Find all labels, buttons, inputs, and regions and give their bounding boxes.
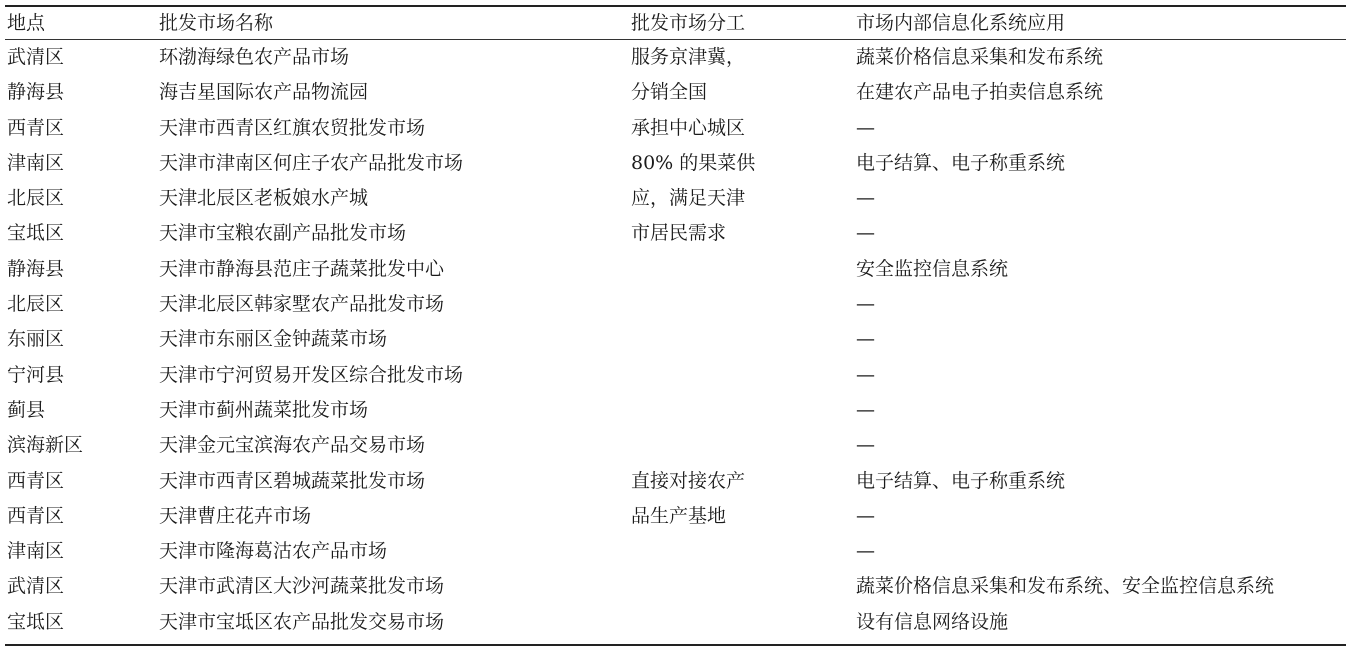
table-row xyxy=(5,111,1346,146)
cell-market-name: 天津北辰区老板娘水产城 xyxy=(159,187,369,210)
table-bottom-rule xyxy=(5,644,1346,646)
cell-info-system: 蔬菜价格信息采集和发布系统、安全监控信息系统 xyxy=(856,575,1275,598)
table-row xyxy=(5,605,1346,640)
cell-market-name: 海吉星国际农产品物流园 xyxy=(159,81,369,104)
cell-location: 西青区 xyxy=(7,469,65,492)
cell-market-name: 天津曹庄花卉市场 xyxy=(159,504,312,527)
table-header-row xyxy=(5,7,1346,39)
table-row xyxy=(5,428,1346,463)
cell-market-name: 天津市宝坻区农产品批发交易市场 xyxy=(159,610,445,633)
cell-info-system: 在建农产品电子拍卖信息系统 xyxy=(856,81,1104,104)
cell-market-name: 天津市宝粮农副产品批发市场 xyxy=(159,222,407,245)
cell-market-name: 天津市宁河贸易开发区综合批发市场 xyxy=(159,363,464,386)
table-row xyxy=(5,216,1346,251)
cell-location: 津南区 xyxy=(7,540,65,563)
cell-market-name: 天津市西青区碧城蔬菜批发市场 xyxy=(159,469,426,492)
cell-market-role: 市居民需求 xyxy=(631,222,727,245)
table-row xyxy=(5,40,1346,75)
header-market-name: 批发市场名称 xyxy=(159,12,274,34)
table-row xyxy=(5,499,1346,534)
cell-info-system: — xyxy=(856,222,875,245)
cell-location: 静海县 xyxy=(7,81,65,104)
cell-info-system: 蔬菜价格信息采集和发布系统 xyxy=(856,46,1104,68)
cell-location: 静海县 xyxy=(7,257,65,280)
table-row xyxy=(5,358,1346,393)
cell-location: 西青区 xyxy=(7,116,65,139)
cell-market-name: 天津市武清区大沙河蔬菜批发市场 xyxy=(159,575,445,598)
cell-info-system: 电子结算、电子称重系统 xyxy=(856,469,1066,492)
cell-location: 津南区 xyxy=(7,151,65,174)
cell-location: 西青区 xyxy=(7,504,65,527)
cell-market-name: 环渤海绿色农产品市场 xyxy=(159,46,350,68)
cell-info-system: — xyxy=(856,504,875,527)
table-row xyxy=(5,75,1346,110)
cell-info-system: — xyxy=(856,187,875,210)
cell-info-system: — xyxy=(856,363,875,386)
cell-location: 滨海新区 xyxy=(7,434,84,457)
cell-market-role: 应，满足天津 xyxy=(631,187,746,210)
table-row xyxy=(5,322,1346,357)
cell-location: 武清区 xyxy=(7,46,65,68)
cell-info-system: — xyxy=(856,293,875,316)
cell-market-role: 品生产基地 xyxy=(631,504,727,527)
cell-market-name: 天津市津南区何庄子农产品批发市场 xyxy=(159,151,464,174)
cell-info-system: 设有信息网络设施 xyxy=(856,610,1009,633)
header-location: 地点 xyxy=(7,12,46,34)
cell-market-role: 承担中心城区 xyxy=(631,116,746,139)
cell-info-system: — xyxy=(856,434,875,457)
cell-info-system: 电子结算、电子称重系统 xyxy=(856,151,1066,174)
market-table xyxy=(5,5,1346,646)
cell-market-name: 天津市隆海葛沽农产品市场 xyxy=(159,540,388,563)
table-row xyxy=(5,252,1346,287)
cell-market-role: 80% 的果菜供 xyxy=(631,151,756,174)
cell-market-name: 天津市东丽区金钟蔬菜市场 xyxy=(159,328,388,351)
table-row xyxy=(5,181,1346,216)
cell-location: 东丽区 xyxy=(7,328,65,351)
cell-location: 宝坻区 xyxy=(7,222,65,245)
cell-location: 蓟县 xyxy=(7,398,46,421)
table-row xyxy=(5,464,1346,499)
cell-info-system: — xyxy=(856,116,875,139)
cell-market-role: 服务京津冀， xyxy=(631,46,746,68)
table-row xyxy=(5,569,1346,604)
cell-market-name: 天津金元宝滨海农产品交易市场 xyxy=(159,434,426,457)
table-row xyxy=(5,287,1346,322)
cell-location: 武清区 xyxy=(7,575,65,598)
cell-location: 宝坻区 xyxy=(7,610,65,633)
cell-market-name: 天津市静海县范庄子蔬菜批发中心 xyxy=(159,257,445,280)
cell-market-name: 天津市蓟州蔬菜批发市场 xyxy=(159,398,369,421)
cell-info-system: — xyxy=(856,328,875,351)
cell-info-system: 安全监控信息系统 xyxy=(856,257,1009,280)
header-info-system: 市场内部信息化系统应用 xyxy=(856,12,1066,34)
table-row xyxy=(5,534,1346,569)
cell-info-system: — xyxy=(856,540,875,563)
cell-market-name: 天津市西青区红旗农贸批发市场 xyxy=(159,116,426,139)
cell-market-name: 天津北辰区韩家墅农产品批发市场 xyxy=(159,293,445,316)
header-market-role: 批发市场分工 xyxy=(631,12,746,34)
table-row xyxy=(5,146,1346,181)
cell-market-role: 分销全国 xyxy=(631,81,708,104)
cell-location: 宁河县 xyxy=(7,363,65,386)
cell-location: 北辰区 xyxy=(7,187,65,210)
table-body xyxy=(5,40,1346,640)
cell-market-role: 直接对接农产 xyxy=(631,469,746,492)
cell-info-system: — xyxy=(856,398,875,421)
table-row xyxy=(5,393,1346,428)
cell-location: 北辰区 xyxy=(7,293,65,316)
